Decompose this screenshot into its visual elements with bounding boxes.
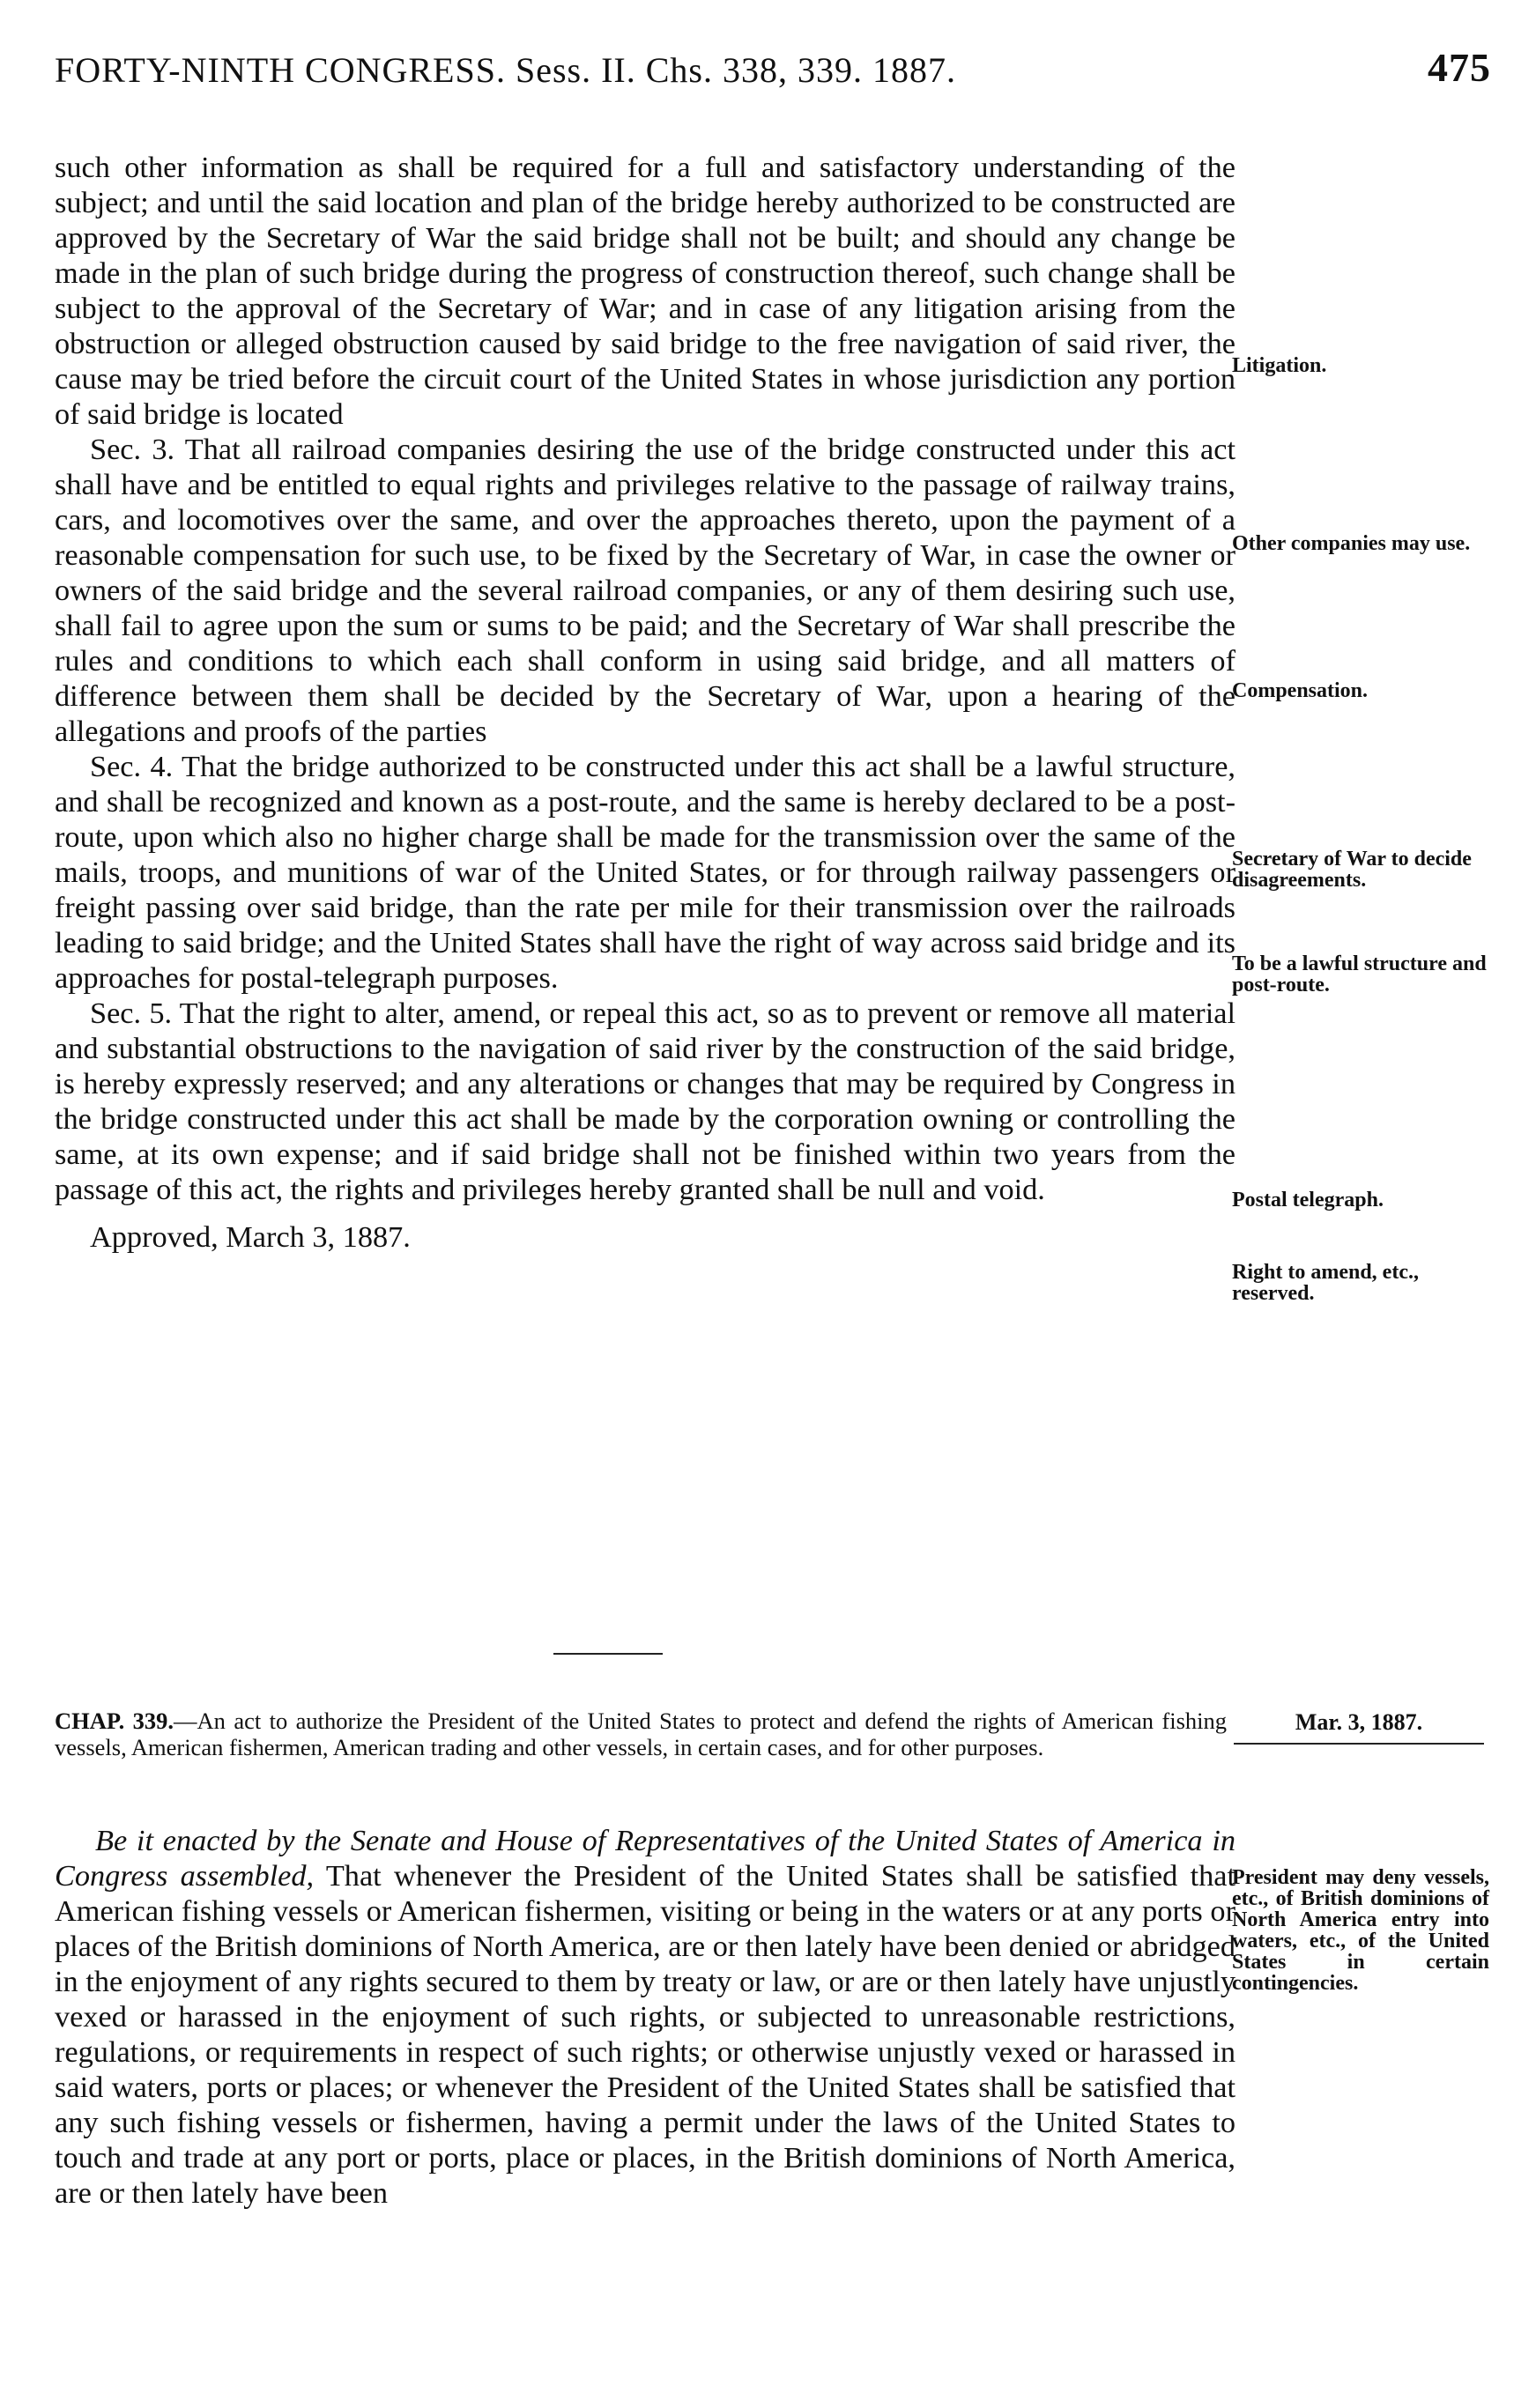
chapter-title: —An act to authorize the President of the United States to protect and defend the rights of American fishing vessels, American fishermen, American trading and other vessels, in certain cases, and for other purposes. <box>55 1708 1227 1760</box>
section-3: Sec. 3. That all railroad companies desiring the use of the bridge constructed under this act shall have and be entitled to equal rights and privileges relative to the passage of railway trains, cars, and locomotives over the same, and over the approaches thereto, upon the payment of a reasonable compensation for such use, to be fixed by the Secretary of War, in case the owner or owners of the said bridge and the several railroad companies, or any of them desiring such use, shall fail to agree upon the sum or sums to be paid; and the Secretary of War shall prescribe the rules and conditions to which each shall conform in using said bridge, and all matters of difference between them shall be decided by the Secretary of War, upon a hearing of the allegations and proofs of the parties <box>55 433 1235 748</box>
chapter-number: CHAP. 339. <box>55 1708 174 1734</box>
running-header <box>55 45 1491 102</box>
section-4: Sec. 4. That the bridge authorized to be constructed under this act shall be a lawful structure, and shall be recognized and known as a post-route, and the same is hereby declared to be a post-route, upon which also no higher charge shall be made for the transmission over the same of the mails, troops, and munitions of war of the United States, or for through railway passengers or freight passing over said bridge, than the rate per mile for their transmission over the railroads leading to said bridge; and the United States shall have the right of way across said bridge and its approaches for postal-telegraph purposes. <box>55 750 1235 995</box>
section-divider <box>553 1653 663 1655</box>
paragraph-continued: such other information as shall be required for a full and satisfactory understanding of the subject; and until the said location and plan of the bridge hereby authorized to be constructed are approved by the Secretary of War the said bridge shall not be built; and should any change be made in the plan of such bridge during the progress of construction thereof, such change shall be subject to the approval of the Secretary of War; and in case of any litigation arising from the obstruction or alleged obstruction caused by said bridge to the free navigation of said river, the cause may be tried before the circuit court of the United States in whose jurisdiction any portion of said bridge is located <box>55 151 1235 431</box>
margin-note-postal: Postal telegraph. <box>1232 1189 1384 1211</box>
chapter-date-rule <box>1234 1743 1484 1745</box>
running-title: FORTY-NINTH CONGRESS. Sess. II. Chs. 338, 339. 1887. <box>55 50 956 90</box>
chapter-heading <box>55 1708 1227 1760</box>
margin-note-litigation: Litigation. <box>1232 354 1327 377</box>
section-5: Sec. 5. That the right to alter, amend, or repeal this act, so as to prevent or remove all material and substantial obstructions to the navigation of said river by the construction of the said bridge, is hereby expressly reserved; and any alterations or changes that may be required by Congress in the bridge constructed under this act shall be made by the corporation owning or controlling the same, at its own expense; and if said bridge shall not be finished within two years from the passage of this act, the rights and privileges hereby granted shall be null and void. <box>55 997 1235 1206</box>
act-body: That whenever the President of the United States shall be satisfied that American fishing vessels or American fishermen, visiting or being in the waters or at any ports or places of the British dominions of North America, are or then lately have been denied or abridged in the enjoyment of any rights secured to them by treaty or law, or are or then lately have unjustly vexed or harassed in the enjoyment of such rights, or subjected to unreasonable restrictions, regulations, or requirements in respect of such rights; or otherwise unjustly vexed or harassed in said waters, ports or places; or whenever the President of the United States shall be satisfied that any such fishing vessels or fishermen, having a permit under the laws of the United States to touch and trade at any port or ports, place or places, in the British dominions of North America, are or then lately have been <box>55 1859 1236 2210</box>
chapter-date: Mar. 3, 1887. <box>1295 1709 1423 1735</box>
margin-note-secretary: Secretary of War to decide disagreements. <box>1232 848 1472 892</box>
page-number: 475 <box>1428 45 1491 90</box>
enacting-clause: Be it enacted by the Senate and House of Representatives of the United States of America in Congress assembled, <box>55 1824 1235 1893</box>
margin-note-president: President may deny vessels, etc., of British dominions of North America entry into waters, etc., of the United States in certain contingencies. <box>1232 1866 1489 1995</box>
approval-line: Approved, March 3, 1887. <box>90 1220 411 1254</box>
margin-note-compensation: Compensation. <box>1232 679 1369 702</box>
margin-note-other-companies: Other companies may use. <box>1232 532 1471 555</box>
act-text <box>55 1823 1235 2211</box>
margin-note-right-amend: Right to amend, etc., reserved. <box>1232 1261 1419 1305</box>
margin-note-lawful: To be a lawful structure and post-route. <box>1232 952 1487 997</box>
main-text <box>55 150 1235 1255</box>
